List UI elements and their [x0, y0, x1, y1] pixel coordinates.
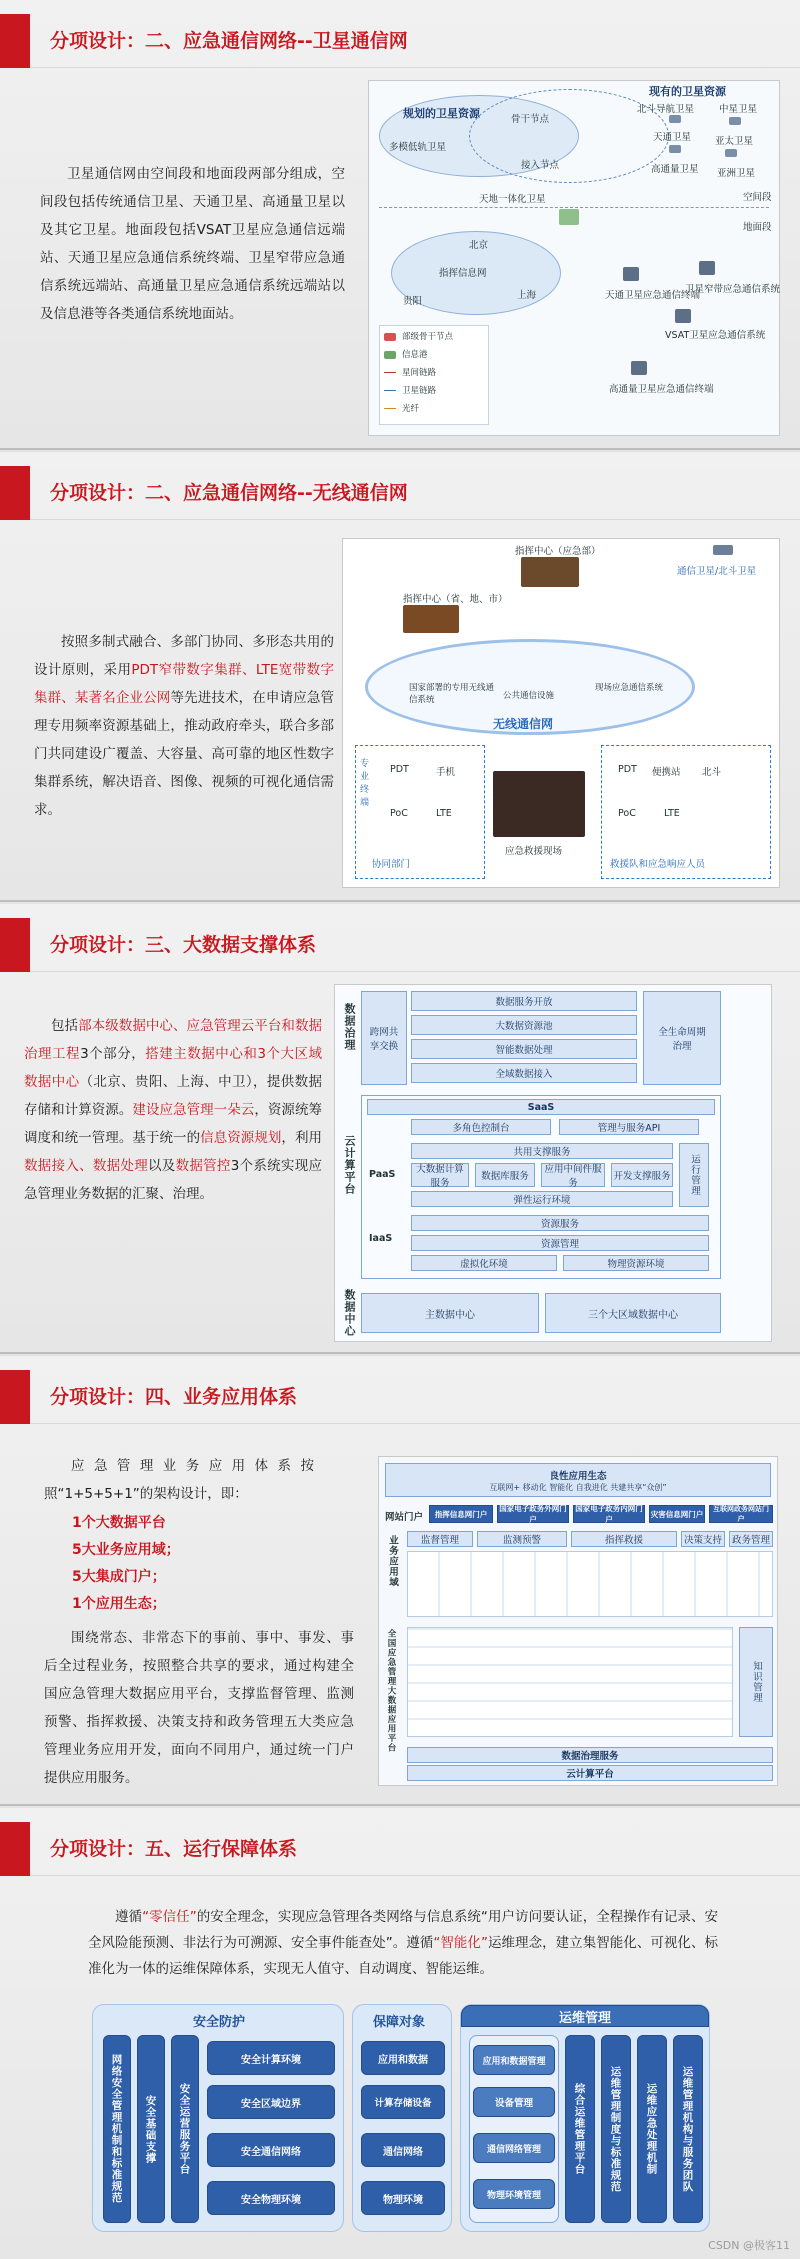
- slide-title: 分项设计：四、业务应用体系: [50, 1386, 298, 1408]
- bigdata-diagram: 数据治理 跨网共享交换 数据服务开放 大数据资源池 智能数据处理 全域数据接入 全生命周期治理 云计算平台 SaaS 多角色控制台 管理与服务API PaaS 共用支撑服务 大数据计算服务 数据库服务 应用中间件服务 开发支撑服务 弹性运行环境 运行管理 IaaS 资源服务 资源管理 虚拟化环境 物理资源环境 数据中心 主数据中心 三个大区域数据中心: [334, 984, 772, 1342]
- slide-bigdata: [0, 904, 800, 1354]
- wireless-diagram: 指挥中心（应急部） 指挥中心（省、地、市） 通信卫星/北斗卫星 国家部署的专用无线通信系统 公共通信设施 现场应急通信系统 无线通信网 专业终端 PDT 手机 PoC LTE 协同部门 应急救援现场 PDT 便携站 北斗 PoC LTE 救援队和应急响应人员: [342, 538, 780, 888]
- slide-paragraph: 遵循“零信任”的安全理念，实现应急管理各类网络与信息系统“用户访问要认证，全程操作有记录、安全风险能预测、非法行为可溯源、安全事件能查处”。遵循“智能化”运维理念，建立集智能化、可视化、标准化为一体的运维保障体系，实现无人值守、自动调度、智能运维。: [88, 1909, 718, 1977]
- existing-satellite-label: 现有的卫星资源: [649, 85, 726, 98]
- slide-title-bar: [0, 918, 800, 972]
- platform-grid: [407, 1627, 733, 1737]
- title-accent: [0, 1822, 30, 1876]
- slide-operations: [0, 1808, 800, 2259]
- cooperating-dept-box: 专业终端 PDT 手机 PoC LTE 协同部门: [355, 745, 485, 879]
- slide-title: 分项设计：二、应急通信网络--卫星通信网: [50, 30, 408, 52]
- slide-title: 分项设计：三、大数据支撑体系: [50, 934, 317, 956]
- slide-title: 分项设计：二、应急通信网络--无线通信网: [50, 482, 408, 504]
- title-accent: [0, 1370, 30, 1424]
- title-accent: [0, 466, 30, 520]
- terminal-icon: [699, 261, 715, 275]
- slide-title-bar: [0, 14, 800, 68]
- slide-paragraph: 卫星通信网由空间段和地面段两部分组成，空间段包括传统通信卫星、天通卫星、高通量卫星以及其它卫星。地面段包括VSAT卫星应急通信远端站、天通卫星应急通信系统终端、卫星窄带应急通信系统远端站、高通量卫星应急通信系统远端站以及信息港等各类通信系统地面站。: [40, 166, 345, 322]
- satellite-icon: [713, 545, 733, 555]
- diagram-legend: 部级骨干节点 信息港 星间链路 卫星链路 光纤: [379, 325, 489, 425]
- watermark: CSDN @极客11: [708, 2239, 790, 2252]
- slide-paragraph: 围绕常态、非常态下的事前、事中、事发、事后全过程业务，按照整合共享的要求，通过构建全国应急管理大数据应用平台，支撑监督管理、监测预警、指挥救援、决策支持和政务管理五大类应急管理业务应用开发，面向不同用户，通过统一门户提供应用服务。: [44, 1630, 354, 1786]
- slide-wireless: [0, 452, 800, 902]
- slide-satellite: [0, 0, 800, 450]
- satellite-icon: [669, 145, 681, 153]
- ops-management-panel: 运维管理 应用和数据管理 设备管理 通信网络管理 物理环境管理 综合运维管理平台 运维管理制度与标准规范 运维应急处理机制 运维管理机构与服务团队: [460, 2004, 710, 2232]
- slide-title-bar: [0, 1370, 800, 1424]
- satellite-icon: [669, 115, 681, 123]
- screen-icon: [403, 605, 459, 633]
- terminal-icon: [675, 309, 691, 323]
- planned-satellite-label: 规划的卫星资源: [403, 107, 480, 120]
- protected-objects-panel: 保障对象 应用和数据 计算存储设备 通信网络 物理环境: [352, 2004, 452, 2232]
- rescue-team-box: PDT 便携站 北斗 PoC LTE 救援队和应急响应人员: [601, 745, 771, 879]
- slide-intro: 应急管理业务应用体系按照“1+5+5+1”的架构设计，即：: [44, 1458, 314, 1502]
- satellite-icon: [729, 117, 741, 125]
- security-panel: 安全防护 网络安全管理机制和标准规范 安全基础支撑 安全运营服务平台 安全计算环境 安全区域边界 安全通信网络 安全物理环境: [92, 2004, 344, 2232]
- space-ground-divider: [379, 207, 769, 208]
- slide-title-bar: [0, 466, 800, 520]
- slide-paragraph: 按照多制式融合、多部门协同、多形态共用的设计原则，采用PDT窄带数字集群、LTE宽带数字集群、某著名企业公网等先进技术，在申请应急管理专用频率资源基础上，推动政府牵头，联合多部门共同建设广覆盖、大容量、高可靠的地区性数字集群系统，解决语音、图像、视频的可视化通信需求。: [34, 634, 335, 818]
- business-app-diagram: 良性应用生态 互联网+ 移动化 智能化 自我进化 共建共享“众创” 网站门户 指挥信息网门户 国家电子政务外网门户 国家电子政务内网门户 灾害信息网门户 互联网政务网站门户 业务应用域 监督管理 监测预警 指挥救援 决策支持 政务管理 全国应急管理大数据应用平台 知识管理 数据治理服务 云计算平台: [378, 1456, 778, 1786]
- slide-title-bar: [0, 1822, 800, 1876]
- title-accent: [0, 918, 30, 972]
- satellite-diagram: 规划的卫星资源 多模低轨卫星 骨干节点 接入节点 天地一体化卫星 现有的卫星资源 北斗导航卫星 中星卫星 天通卫星 亚太卫星 高通量卫星 亚洲卫星 空间段 地面段 指挥信息网 北京 上海 贵阳 天通卫星应急通信终端 VSAT卫星应急通信系统 卫星窄带应急通信系统 高通量卫星应急通信终端 部级骨干节点 信息港 星间链路 卫星链路 光纤: [368, 80, 780, 436]
- slide-title: 分项设计：五、运行保障体系: [50, 1838, 298, 1860]
- ground-station-icon: [559, 209, 579, 225]
- slide-paragraph: 包括部本级数据中心、应急管理云平台和数据治理工程3个部分，搭建主数据中心和3个大区域数据中心（北京、贵阳、上海、中卫），提供数据存储和计算资源。建设应急管理一朵云，资源统筹调度和统一管理。基于统一的信息资源规划，利用数据接入、数据处理以及数据管控3个系统实现应急管理业务数据的汇聚、治理。: [24, 1018, 323, 1202]
- rescue-scene-image: [493, 771, 585, 837]
- satellite-icon: [725, 149, 737, 157]
- screen-icon: [521, 557, 579, 587]
- domain-grid: [407, 1551, 773, 1617]
- title-accent: [0, 14, 30, 68]
- wireless-network-label: 无线通信网: [493, 717, 554, 731]
- terminal-icon: [623, 267, 639, 281]
- architecture-items: 1个大数据平台 5大业务应用域； 5大集成门户； 1个应用生态；: [72, 1515, 180, 1612]
- app-ecosystem: 良性应用生态 互联网+ 移动化 智能化 自我进化 共建共享“众创”: [385, 1463, 771, 1497]
- terminal-icon: [631, 361, 647, 375]
- slide-business-apps: [0, 1356, 800, 1806]
